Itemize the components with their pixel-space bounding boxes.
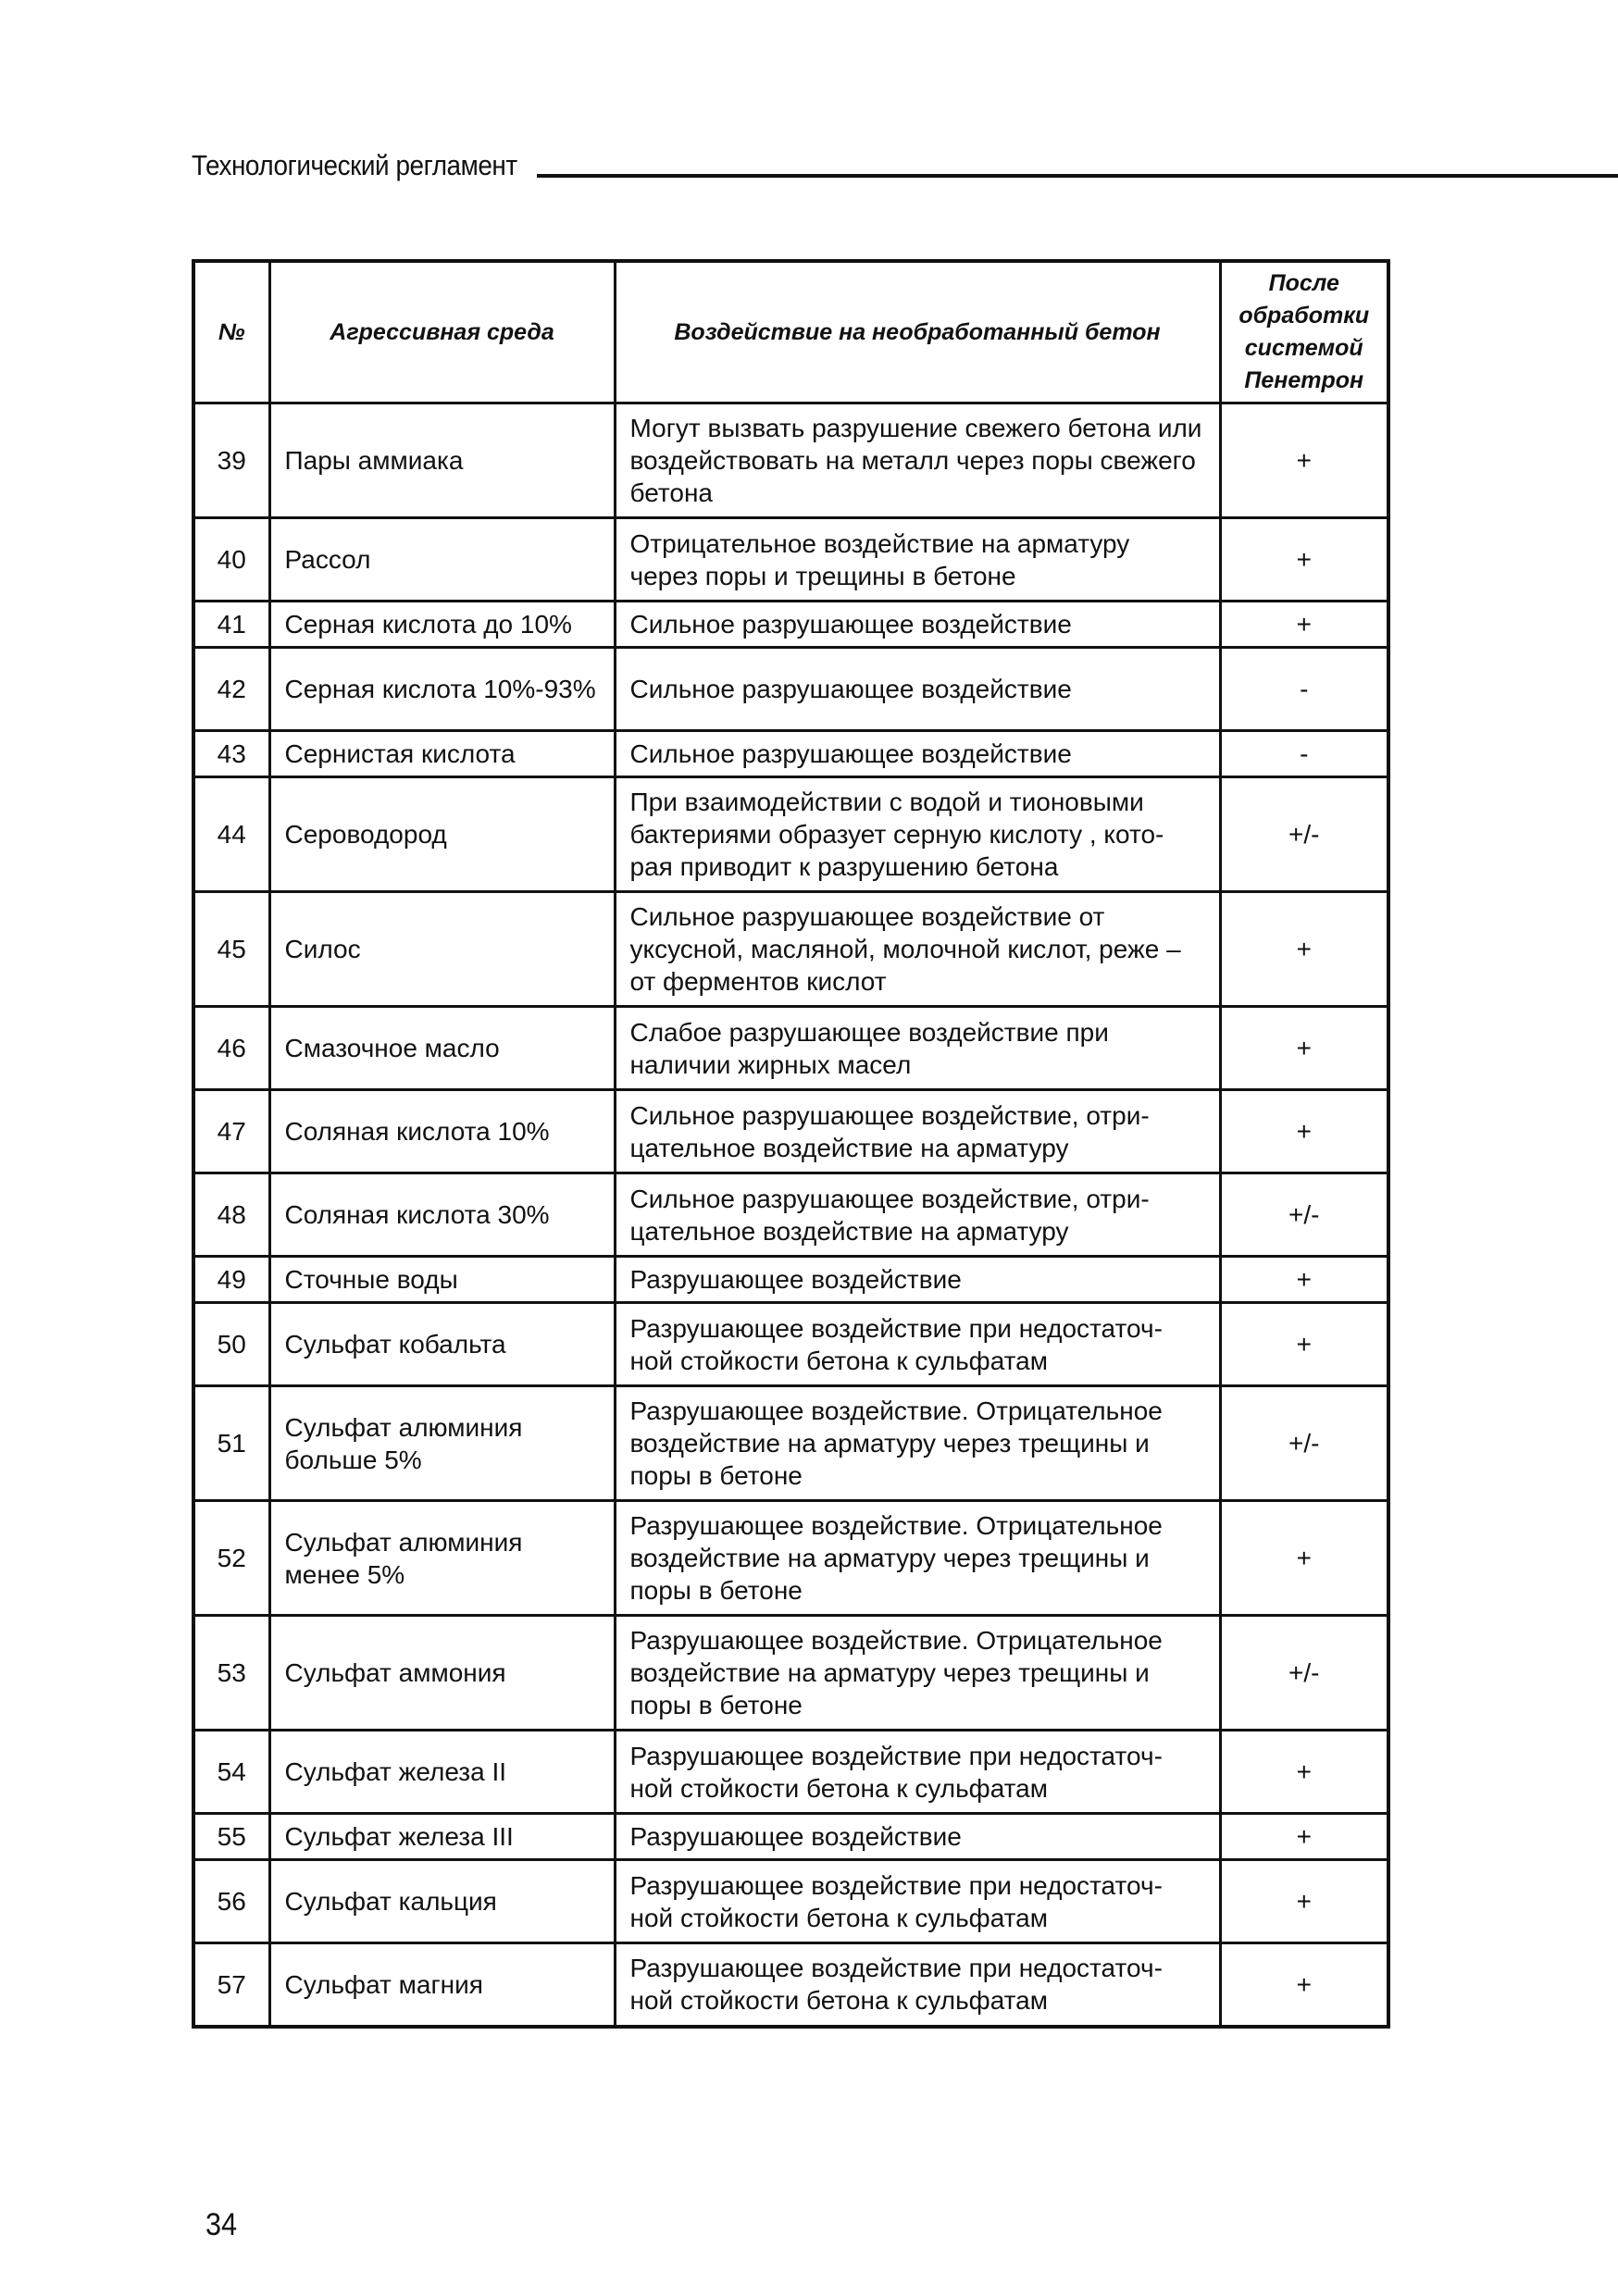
table-row — [193, 731, 1388, 777]
table-row — [193, 1386, 1388, 1501]
row-result: + — [1220, 1943, 1388, 2027]
table-row — [193, 777, 1388, 892]
row-medium: Соляная кислота 10% — [269, 1090, 615, 1173]
row-result: - — [1220, 731, 1388, 777]
table-row — [193, 1943, 1388, 2027]
row-medium: Сульфат магния — [269, 1943, 615, 2027]
row-medium: Сульфат аммония — [269, 1616, 615, 1731]
table-row — [193, 1303, 1388, 1386]
row-number: 50 — [193, 1303, 269, 1386]
row-result: + — [1220, 1860, 1388, 1943]
row-effect: Отрицательное воздействие на арматуру через поры и трещины в бетоне — [615, 518, 1220, 602]
row-effect: Сильное разрушающее воздействие — [615, 648, 1220, 731]
row-result: + — [1220, 1731, 1388, 1814]
row-number: 49 — [193, 1257, 269, 1303]
row-medium: Смазочное масло — [269, 1007, 615, 1090]
row-number: 40 — [193, 518, 269, 602]
table-row — [193, 1731, 1388, 1814]
row-medium: Сероводород — [269, 777, 615, 892]
row-medium: Силос — [269, 892, 615, 1007]
row-effect: Слабое разрушающее воздействие при наличии жирных масел — [615, 1007, 1220, 1090]
row-number: 51 — [193, 1386, 269, 1501]
row-effect: Разрушающее воздействие при недостаточ-ной стойкости бетона к сульфатам — [615, 1731, 1220, 1814]
row-effect: Разрушающее воздействие. Отрицательное воздействие на арматуру через трещины и поры в бетоне — [615, 1386, 1220, 1501]
column-header-medium: Агрессивная среда — [269, 261, 615, 403]
row-effect: Разрушающее воздействие. Отрицательное воздействие на арматуру через трещины и поры в бетоне — [615, 1501, 1220, 1616]
row-effect: Сильное разрушающее воздействие, отри-цательное воздействие на арматуру — [615, 1173, 1220, 1257]
row-medium: Сульфат алюминия менее 5% — [269, 1501, 615, 1616]
table-header-row — [193, 261, 1388, 403]
row-effect: Разрушающее воздействие. Отрицательное воздействие на арматуру через трещины и поры в бетоне — [615, 1616, 1220, 1731]
row-result: + — [1220, 1257, 1388, 1303]
row-result: + — [1220, 892, 1388, 1007]
row-result: + — [1220, 1303, 1388, 1386]
row-effect: Сильное разрушающее воздействие, отри-цательное воздействие на арматуру — [615, 1090, 1220, 1173]
row-medium: Сульфат железа II — [269, 1731, 615, 1814]
row-medium: Сульфат кобальта — [269, 1303, 615, 1386]
row-effect: При взаимодействии с водой и тионовыми бактериями образует серную кислоту , кото-рая приводит к разрушению бетона — [615, 777, 1220, 892]
row-medium: Сульфат кальция — [269, 1860, 615, 1943]
row-effect: Разрушающее воздействие при недостаточ-ной стойкости бетона к сульфатам — [615, 1860, 1220, 1943]
row-result: +/- — [1220, 1616, 1388, 1731]
row-result: + — [1220, 1501, 1388, 1616]
table-row — [193, 1257, 1388, 1303]
row-medium: Сульфат железа III — [269, 1814, 615, 1860]
row-effect: Разрушающее воздействие — [615, 1257, 1220, 1303]
row-effect: Сильное разрушающее воздействие — [615, 602, 1220, 648]
row-medium: Сульфат алюминия больше 5% — [269, 1386, 615, 1501]
row-medium: Пары аммиака — [269, 403, 615, 518]
row-medium: Серная кислота до 10% — [269, 602, 615, 648]
column-header-after-treatment: После обработки системой Пенетрон — [1220, 261, 1388, 403]
row-number: 54 — [193, 1731, 269, 1814]
row-effect: Сильное разрушающее воздействие — [615, 731, 1220, 777]
row-effect: Разрушающее воздействие при недостаточ-ной стойкости бетона к сульфатам — [615, 1943, 1220, 2027]
header-title: Технологический регламент — [192, 149, 517, 181]
table-row — [193, 602, 1388, 648]
row-number: 48 — [193, 1173, 269, 1257]
table-row — [193, 892, 1388, 1007]
table-row — [193, 1090, 1388, 1173]
row-number: 39 — [193, 403, 269, 518]
row-result: + — [1220, 602, 1388, 648]
table-row — [193, 1814, 1388, 1860]
row-result: - — [1220, 648, 1388, 731]
row-result: + — [1220, 518, 1388, 602]
row-result: + — [1220, 1814, 1388, 1860]
row-result: + — [1220, 403, 1388, 518]
row-number: 56 — [193, 1860, 269, 1943]
row-number: 57 — [193, 1943, 269, 2027]
row-result: + — [1220, 1007, 1388, 1090]
row-number: 44 — [193, 777, 269, 892]
page-header — [192, 151, 1618, 181]
row-medium: Сточные воды — [269, 1257, 615, 1303]
row-number: 47 — [193, 1090, 269, 1173]
row-medium: Соляная кислота 30% — [269, 1173, 615, 1257]
table-row — [193, 1860, 1388, 1943]
row-number: 42 — [193, 648, 269, 731]
table-row — [193, 1173, 1388, 1257]
row-result: +/- — [1220, 1386, 1388, 1501]
table-row — [193, 1501, 1388, 1616]
row-number: 41 — [193, 602, 269, 648]
row-medium: Серная кислота 10%-93% — [269, 648, 615, 731]
table-row — [193, 1616, 1388, 1731]
row-result: + — [1220, 1090, 1388, 1173]
row-result: +/- — [1220, 1173, 1388, 1257]
row-effect: Разрушающее воздействие при недостаточ-ной стойкости бетона к сульфатам — [615, 1303, 1220, 1386]
row-effect: Могут вызвать разрушение свежего бетона или воздействовать на металл через поры свежего бетона — [615, 403, 1220, 518]
table-row — [193, 1007, 1388, 1090]
row-effect: Сильное разрушающее воздействие от уксусной, масляной, молочной кислот, реже – от ферментов кислот — [615, 892, 1220, 1007]
row-number: 53 — [193, 1616, 269, 1731]
table-row — [193, 403, 1388, 518]
row-number: 46 — [193, 1007, 269, 1090]
row-number: 55 — [193, 1814, 269, 1860]
column-header-effect: Воздействие на необработанный бетон — [615, 261, 1220, 403]
header-rule — [537, 174, 1618, 178]
page-number: 34 — [205, 2207, 238, 2242]
column-header-number: № — [193, 261, 269, 403]
row-medium: Сернистая кислота — [269, 731, 615, 777]
row-effect: Разрушающее воздействие — [615, 1814, 1220, 1860]
table-row — [193, 518, 1388, 602]
table-row — [193, 648, 1388, 731]
row-number: 52 — [193, 1501, 269, 1616]
aggressive-media-table — [192, 259, 1390, 2029]
row-result: +/- — [1220, 777, 1388, 892]
row-number: 45 — [193, 892, 269, 1007]
row-number: 43 — [193, 731, 269, 777]
row-medium: Рассол — [269, 518, 615, 602]
